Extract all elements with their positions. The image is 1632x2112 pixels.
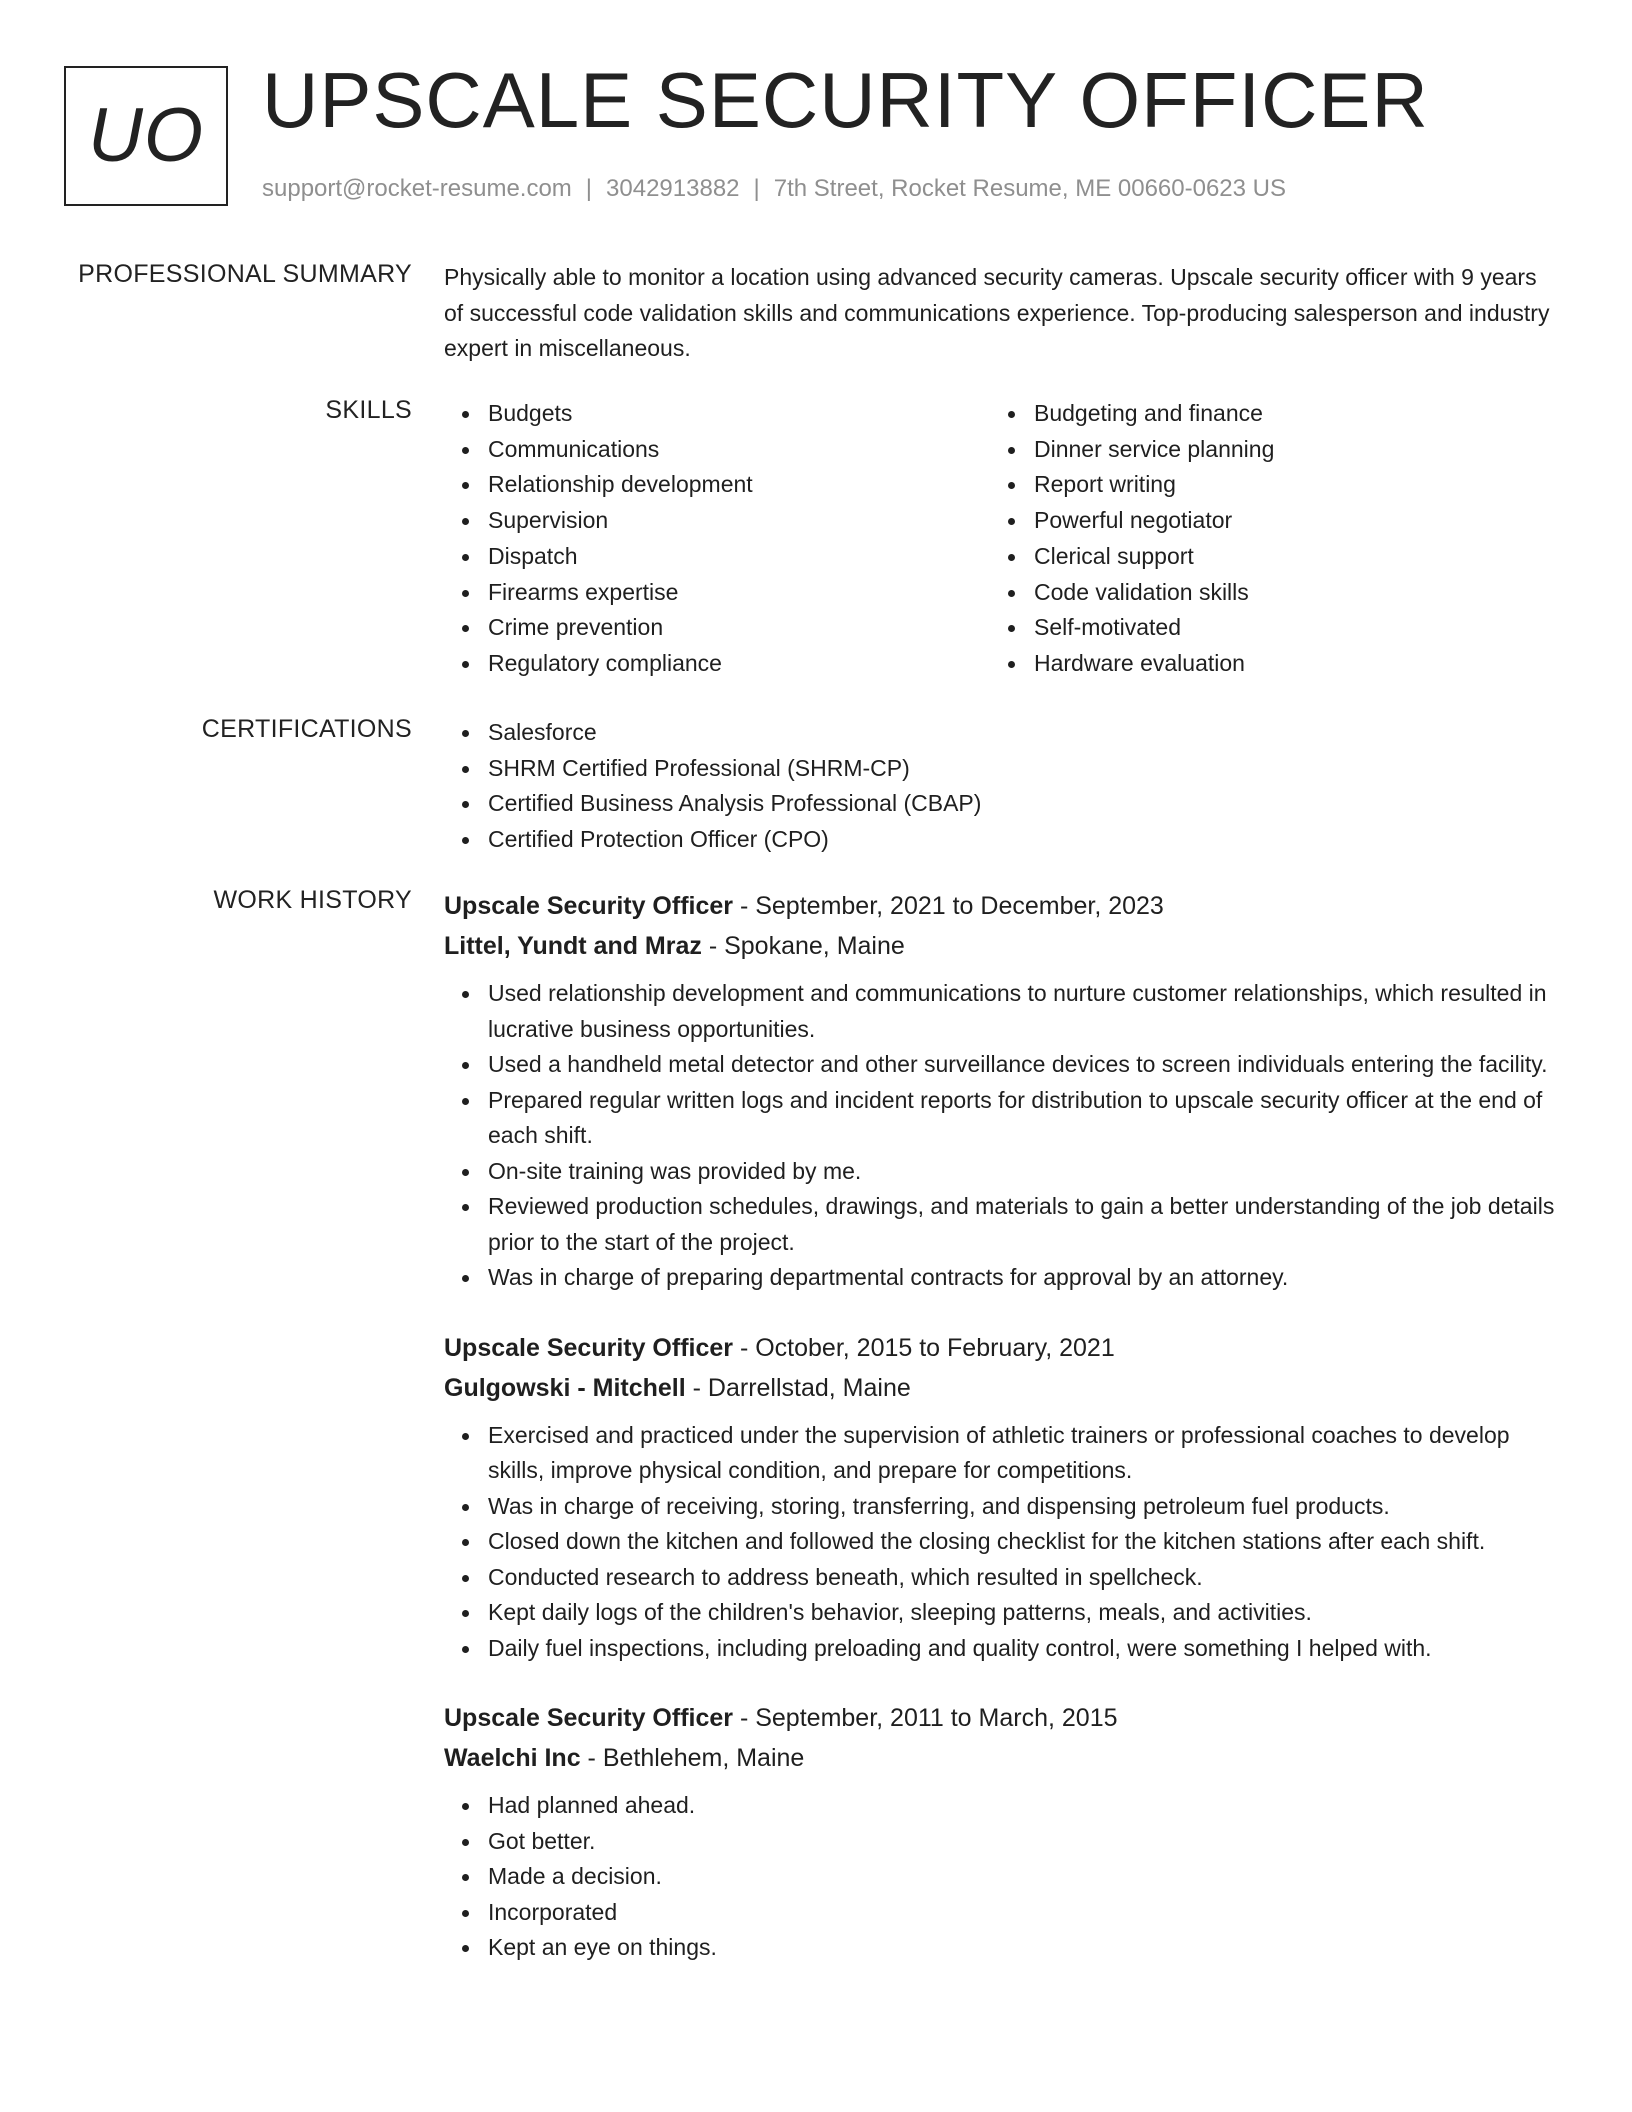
job-role: Upscale Security Officer <box>444 1333 734 1362</box>
contact-email: support@rocket-resume.com <box>262 175 572 202</box>
job-title-line <box>444 886 1556 926</box>
job-location: - Spokane, Maine <box>701 932 905 960</box>
certification-item: Certified Protection Officer (CPO) <box>488 822 1556 858</box>
skill-item: Relationship development <box>488 467 990 503</box>
job-location: - Darrellstad, Maine <box>685 1373 911 1402</box>
skill-item: Crime prevention <box>488 610 990 646</box>
skills-body <box>444 396 1556 682</box>
contact-line <box>262 175 1286 203</box>
job-bullet: Kept daily logs of the children's behavior, sleeping patterns, meals, and activities. <box>488 1595 1556 1631</box>
job-entry <box>444 1328 1556 1667</box>
job-bullet: Kept an eye on things. <box>488 1930 1556 1966</box>
work-history-body <box>444 886 1556 1998</box>
skill-item: Dispatch <box>488 539 990 575</box>
skill-item: Supervision <box>488 503 990 539</box>
job-company-line <box>444 1738 1556 1778</box>
job-company: Waelchi Inc <box>444 1744 581 1772</box>
skill-item: Report writing <box>1034 467 1536 503</box>
section-title-summary: PROFESSIONAL SUMMARY <box>78 260 412 288</box>
job-bullet: Closed down the kitchen and followed the closing checklist for the kitchen stations after each shift. <box>488 1524 1556 1560</box>
certification-item: Certified Business Analysis Professional (CBAP) <box>488 786 1556 822</box>
skill-item: Dinner service planning <box>1034 432 1536 468</box>
skill-item: Budgets <box>488 396 990 432</box>
job-bullet: Had planned ahead. <box>488 1788 1556 1824</box>
skill-item: Communications <box>488 432 990 468</box>
section-title-work-history: WORK HISTORY <box>213 886 412 914</box>
contact-address: 7th Street, Rocket Resume, ME 00660-0623 US <box>773 175 1287 202</box>
job-bullets <box>444 976 1556 1296</box>
certification-item: Salesforce <box>488 715 1556 751</box>
skill-item: Clerical support <box>1034 539 1536 575</box>
certifications-body <box>444 715 1556 857</box>
job-company-line <box>444 926 1556 966</box>
job-bullet: Was in charge of receiving, storing, transferring, and dispensing petroleum fuel products. <box>488 1489 1556 1525</box>
monogram-initials: UO <box>88 93 204 178</box>
section-title-certifications: CERTIFICATIONS <box>201 715 412 743</box>
job-bullet: Made a decision. <box>488 1859 1556 1895</box>
job-dates: - September, 2021 to December, 2023 <box>733 892 1164 920</box>
skills-grid <box>444 396 1556 682</box>
candidate-name: UPSCALE SECURITY OFFICER <box>262 56 1429 144</box>
skills-list-left <box>444 396 990 682</box>
job-company: Gulgowski - Mitchell <box>444 1373 686 1402</box>
job-bullet: Prepared regular written logs and incident reports for distribution to upscale security officer at the end of each shift. <box>488 1083 1556 1154</box>
skill-item: Powerful negotiator <box>1034 503 1536 539</box>
job-bullet: Was in charge of preparing departmental contracts for approval by an attorney. <box>488 1260 1556 1296</box>
summary-text: Physically able to monitor a location using advanced security cameras. Upscale security officer with 9 years of successful code validation skills and communications experience. Top-producing salesperson and industry expert in miscellaneous. <box>444 264 1550 361</box>
job-bullets <box>444 1788 1556 1966</box>
certifications-list <box>444 715 1556 857</box>
job-company-line <box>444 1368 1556 1408</box>
job-title-line <box>444 1698 1556 1738</box>
contact-phone: 3042913882 <box>606 175 740 202</box>
job-bullet: Used a handheld metal detector and other surveillance devices to screen individuals entering the facility. <box>488 1047 1556 1083</box>
job-bullet: Daily fuel inspections, including preloading and quality control, were something I helped with. <box>488 1631 1556 1667</box>
skill-item: Regulatory compliance <box>488 646 990 682</box>
job-entry <box>444 886 1556 1296</box>
job-bullet: Conducted research to address beneath, which resulted in spellcheck. <box>488 1560 1556 1596</box>
skills-list-right <box>990 396 1536 682</box>
section-title-skills: SKILLS <box>325 396 412 424</box>
job-entry <box>444 1698 1556 1966</box>
job-bullet: Incorporated <box>488 1895 1556 1931</box>
monogram-box <box>64 66 228 206</box>
job-bullet: Used relationship development and communications to nurture customer relationships, which resulted in lucrative business opportunities. <box>488 976 1556 1047</box>
skill-item: Firearms expertise <box>488 575 990 611</box>
skill-item: Hardware evaluation <box>1034 646 1536 682</box>
skill-item: Code validation skills <box>1034 575 1536 611</box>
job-dates: - September, 2011 to March, 2015 <box>733 1704 1118 1732</box>
contact-separator: | <box>753 175 760 202</box>
job-role: Upscale Security Officer <box>444 1704 734 1732</box>
job-bullet: Got better. <box>488 1824 1556 1860</box>
job-dates: - October, 2015 to February, 2021 <box>733 1333 1115 1362</box>
job-bullets <box>444 1418 1556 1667</box>
job-location: - Bethlehem, Maine <box>580 1744 805 1772</box>
job-bullet: Exercised and practiced under the supervision of athletic trainers or professional coaches to develop skills, improve physical condition, and prepare for competitions. <box>488 1418 1556 1489</box>
job-bullet: On-site training was provided by me. <box>488 1154 1556 1190</box>
contact-separator: | <box>585 175 593 202</box>
job-title-line <box>444 1328 1556 1368</box>
job-role: Upscale Security Officer <box>444 892 734 920</box>
skill-item: Budgeting and finance <box>1034 396 1536 432</box>
certification-item: SHRM Certified Professional (SHRM-CP) <box>488 751 1556 787</box>
job-company: Littel, Yundt and Mraz <box>444 932 702 960</box>
skill-item: Self-motivated <box>1034 610 1536 646</box>
job-bullet: Reviewed production schedules, drawings, and materials to gain a better understanding of the job details prior to the start of the project. <box>488 1189 1556 1260</box>
